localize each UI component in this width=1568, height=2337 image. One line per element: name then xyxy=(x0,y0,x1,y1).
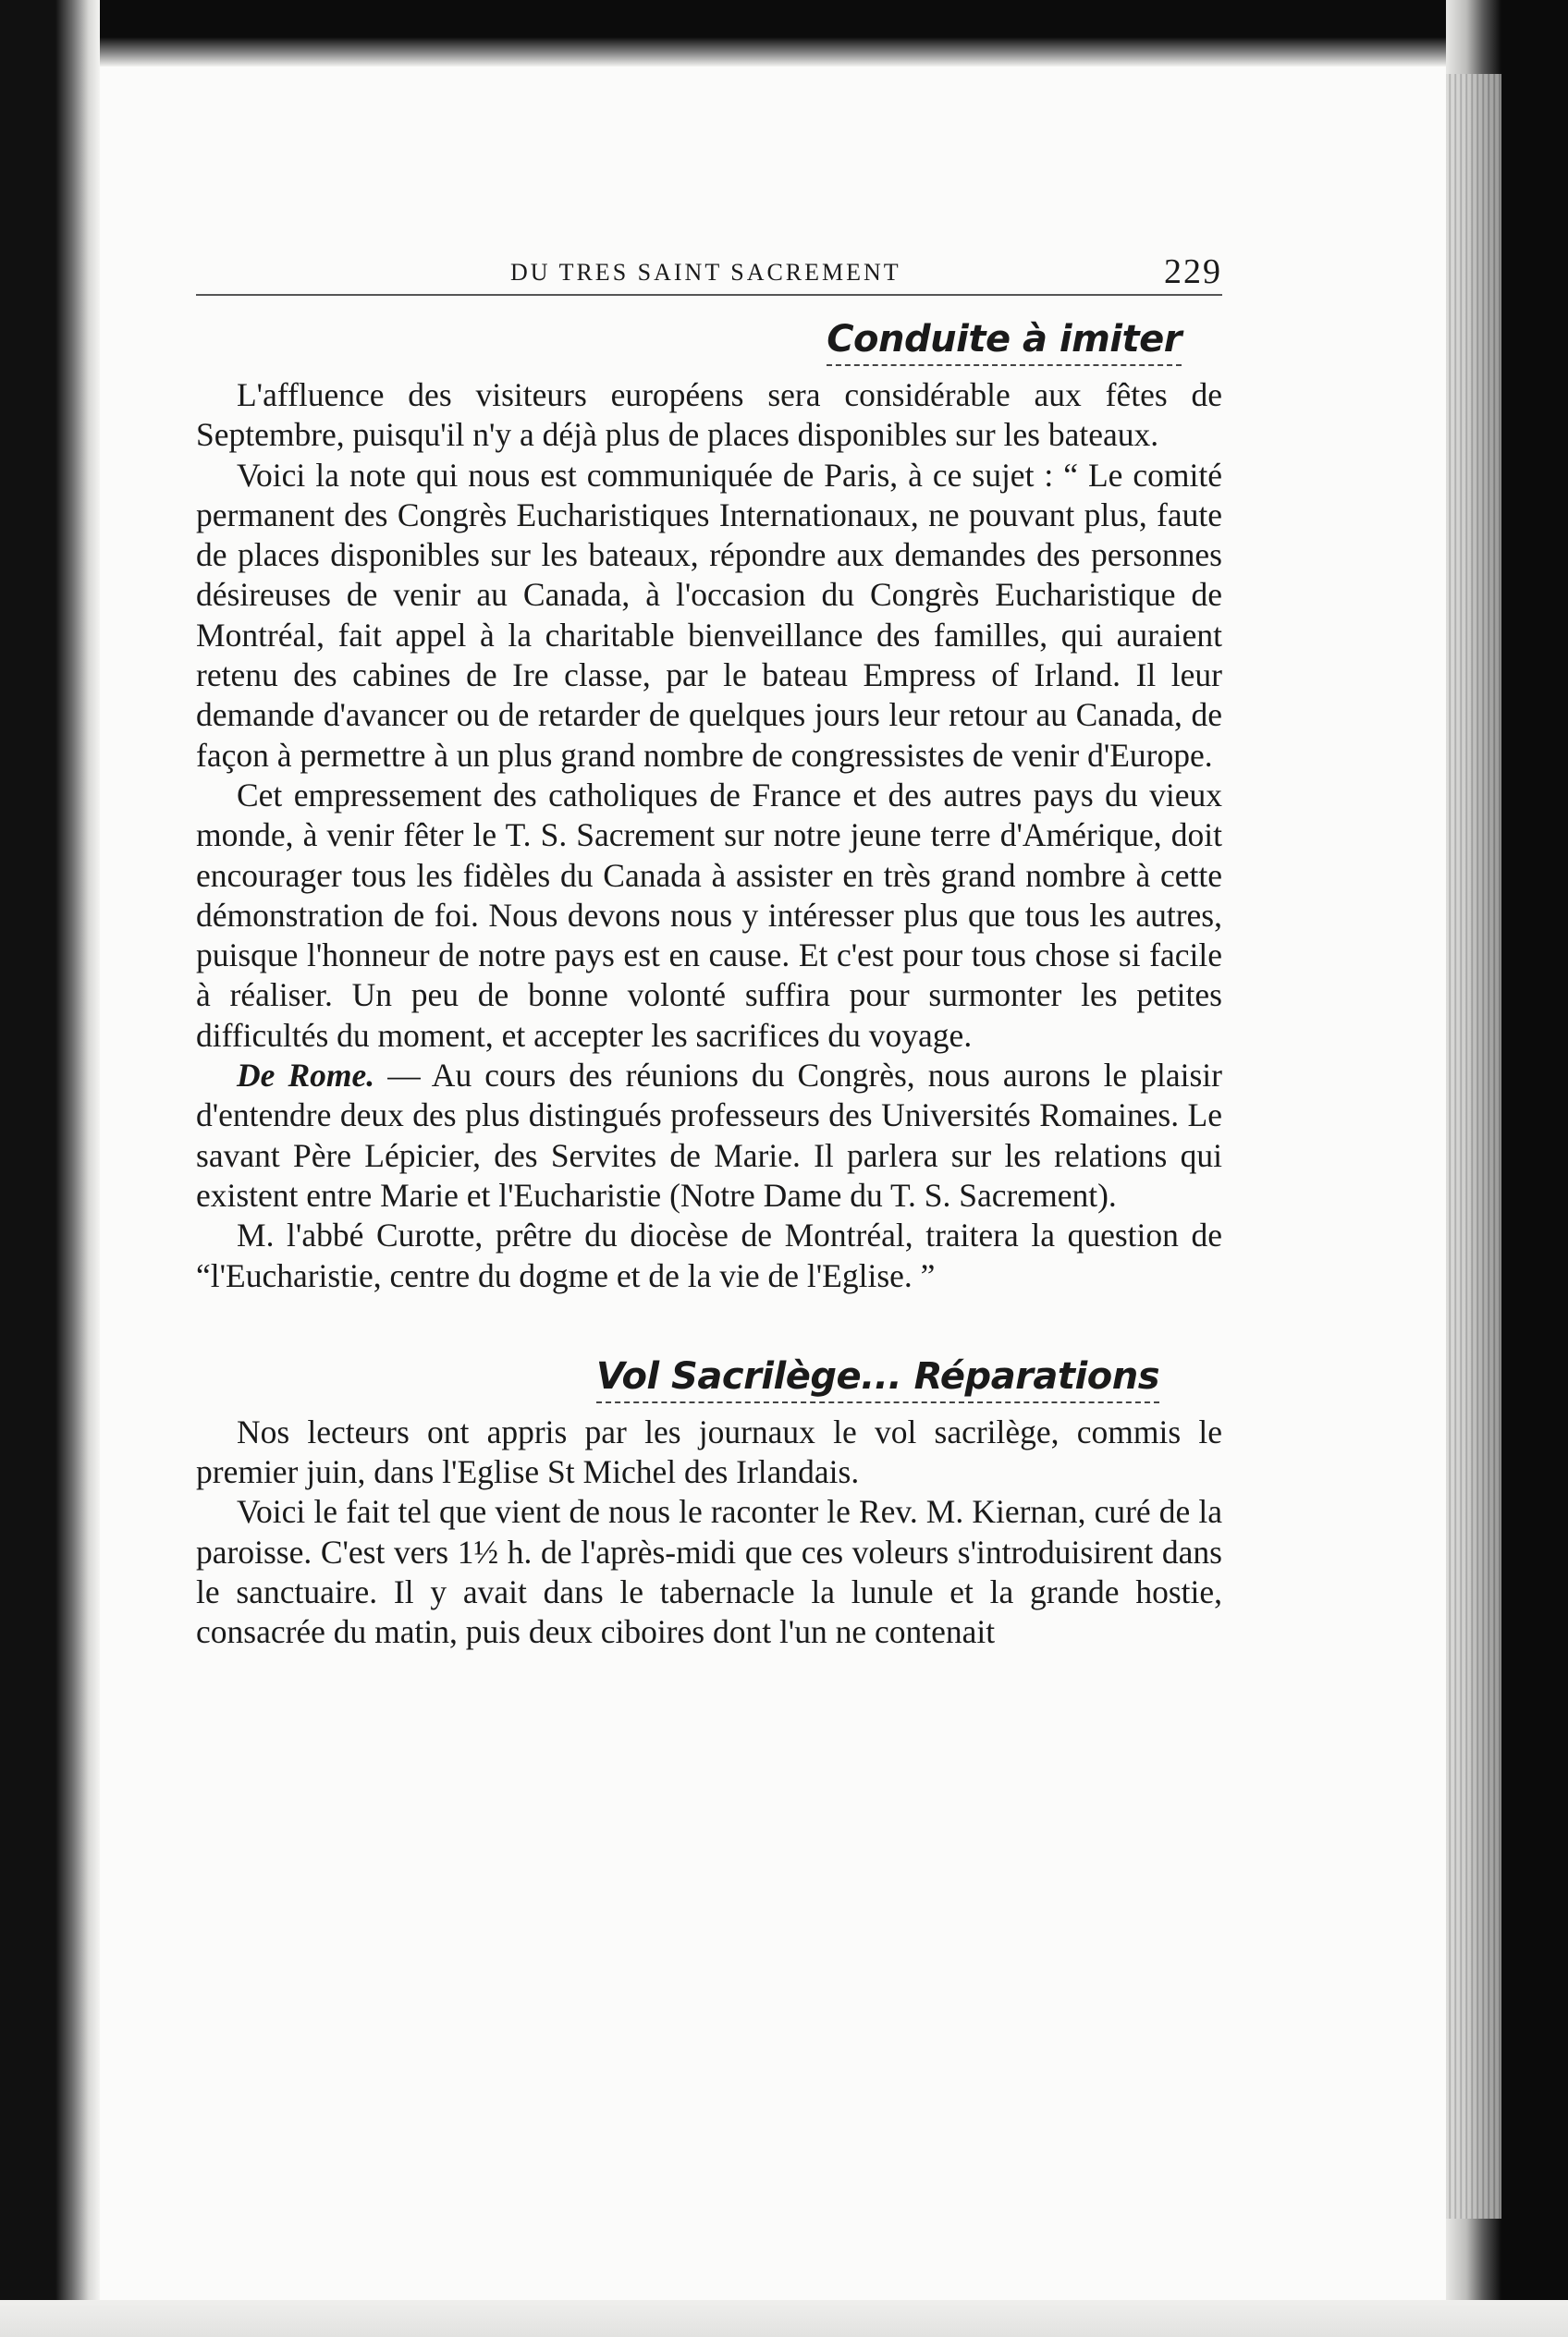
page-content xyxy=(196,239,1222,1653)
page-number: 229 xyxy=(1164,252,1222,291)
book-binding-edge xyxy=(0,0,100,2337)
top-edge-shadow xyxy=(100,0,1468,67)
paragraph: Nos lecteurs ont appris par les journaux le vol sacrilège, commis le premier juin, dans l'Eglise St Michel des Irlandais. xyxy=(196,1413,1222,1491)
paragraph: Voici la note qui nous est communiquée de Paris, à ce sujet : “ Le comité permanent des Congrès Eucharistiques Internationaux, ne pouvant plus, faute de places disponibles sur les bateaux, répondre aux demandes des personnes désireuses de venir au Canada, à l'occasion du Congrès Eucharistique de Montréal, fait appel à la charitable bienveillance des familles, qui auraient retenu des cabines de Ire classe, par le bateau Empress of Irland. Il leur demande d'avancer ou de retarder de quelques jours leur retour au Canada, de façon à permettre à un plus grand nombre de congressistes de venir d'Europe. xyxy=(196,456,1222,774)
section-heading-text: Vol Sacrilège... Réparations xyxy=(596,1355,1159,1403)
paragraph: Cet empressement des catholiques de France et des autres pays du vieux monde, à venir fêter le T. S. Sacrement sur notre jeune terre d'Amérique, doit encourager tous les fidèles du Canada à assister en très grand nombre à cette démonstration de foi. Nous devons nous y intéresser plus que tous les autres, puisque l'honneur de notre pays est en cause. Et c'est pour tous chose si facile à réaliser. Un peu de bonne volonté suffira pour surmonter les petites difficultés du moment, et accepter les sacrifices du voyage. xyxy=(196,776,1222,1054)
paragraph: M. l'abbé Curotte, prêtre du diocèse de Montréal, traitera la question de “l'Eucharistie, centre du dogme et de la vie de l'Eglise. ” xyxy=(196,1217,1222,1294)
section-heading-vol-sacrilege xyxy=(196,1355,1222,1398)
section-heading-text: Conduite à imiter xyxy=(827,318,1182,366)
de-rome-lead: De Rome. xyxy=(237,1057,375,1095)
bottom-edge xyxy=(0,2300,1568,2337)
section-heading-conduite xyxy=(196,318,1222,361)
paragraph: Voici le fait tel que vient de nous le raconter le Rev. M. Kiernan, curé de la paroisse. C'est vers 1½ h. de l'après-midi que ces voleurs s'introduisirent dans le sanctuaire. Il y avait dans le tabernacle la lunule et la grande hostie, consacrée du matin, puis deux ciboires dont l'un ne contenait xyxy=(196,1493,1222,1651)
running-header xyxy=(196,239,1222,296)
paragraph: L'affluence des visiteurs européens sera considérable aux fêtes de Septembre, puisqu'il n'y a déjà plus de places disponibles sur les bateaux. xyxy=(196,376,1222,454)
de-rome-text: — Au cours des réunions du Congrès, nous aurons le plaisir d'entendre deux des plus distingués professeurs des Universités Romaines. Le savant Père Lépicier, des Servites de Marie. Il parlera sur les relations qui existent entre Marie et l'Eucharistie (Notre Dame du T. S. Sacrement). xyxy=(196,1057,1222,1214)
paragraph-de-rome xyxy=(196,1056,1222,1216)
running-title: DU TRES SAINT SACREMENT xyxy=(510,259,901,286)
page-stack-edges xyxy=(1446,74,1501,2219)
